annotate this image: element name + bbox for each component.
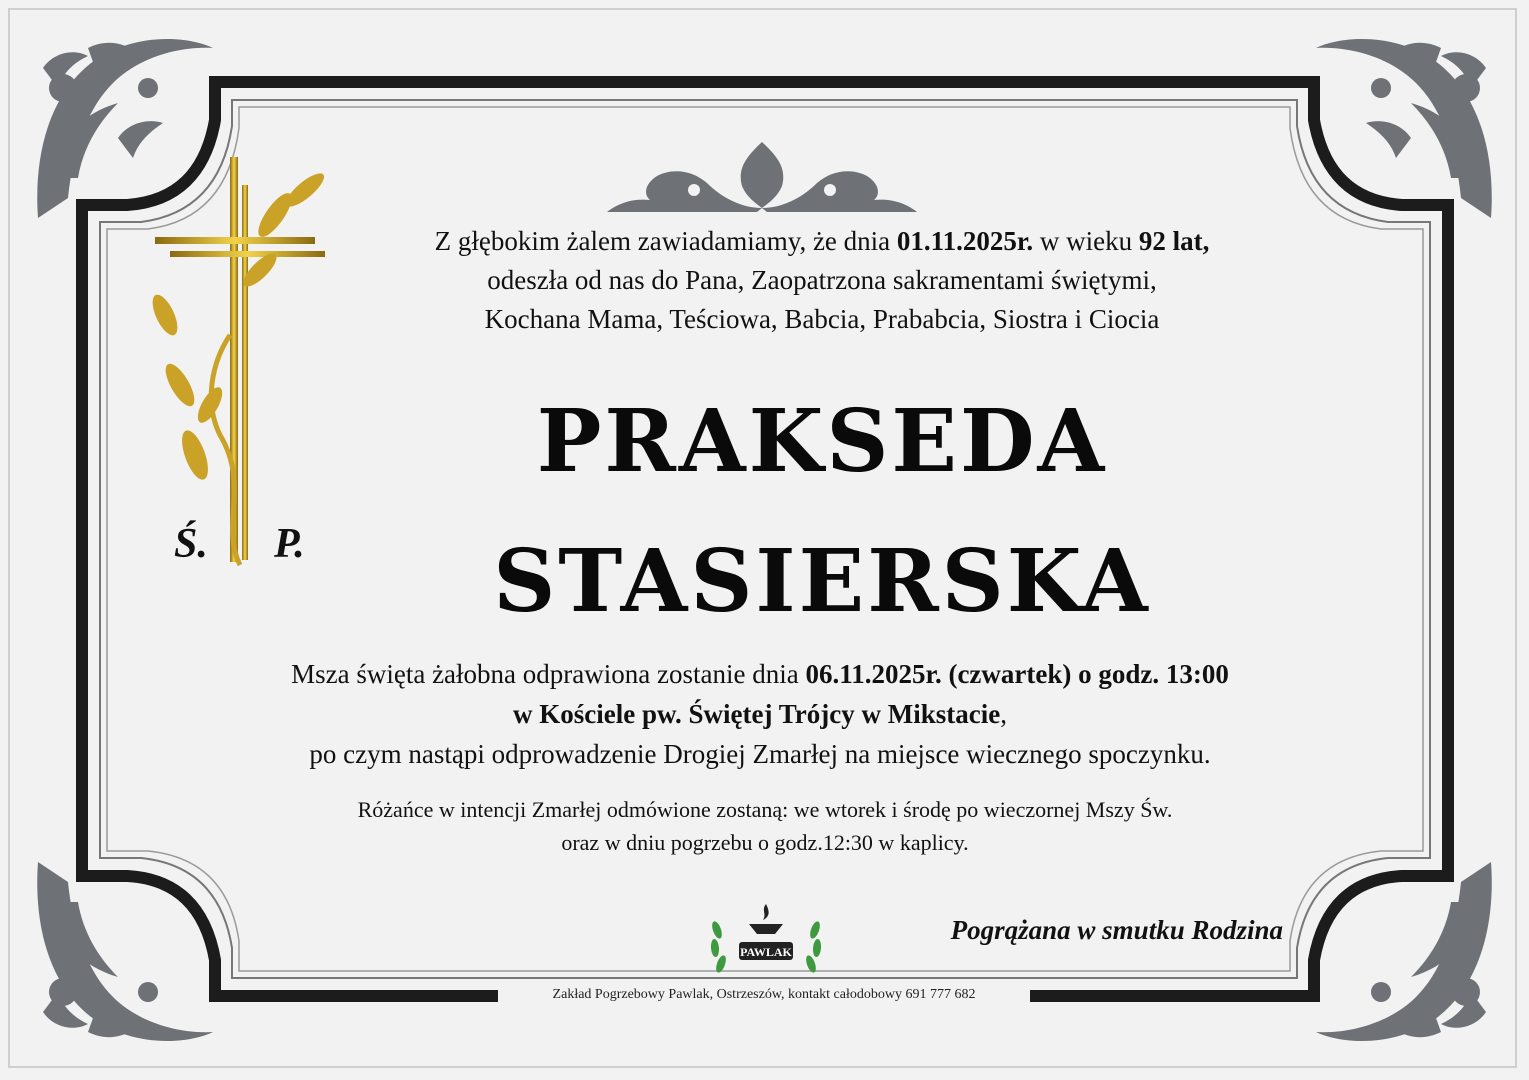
intro-line-2: odeszła od nas do Pana, Zaopatrzona sakramentami świętymi, bbox=[487, 265, 1157, 295]
comma: , bbox=[1000, 699, 1007, 729]
ornament-bottom-left-icon bbox=[28, 852, 218, 1052]
deceased-name bbox=[322, 372, 1322, 652]
last-name: STASIERSKA bbox=[493, 531, 1151, 632]
funeral-lamp-wreath-logo bbox=[705, 900, 827, 982]
intro-line-1 bbox=[322, 222, 1322, 261]
mass-paragraph bbox=[150, 654, 1370, 774]
rosary-paragraph bbox=[150, 793, 1380, 859]
mass-line-1 bbox=[150, 654, 1370, 694]
death-date: 01.11.2025r. bbox=[896, 226, 1034, 256]
intro-age-prefix: w wieku bbox=[1039, 226, 1139, 256]
signature: Pogrążana w smutku Rodzina bbox=[950, 915, 1283, 945]
gold-cross-icon bbox=[150, 155, 335, 570]
rosary-line-2: oraz w dniu pogrzebu o godz.12:30 w kaplicy. bbox=[561, 830, 969, 855]
sp-right: P. bbox=[274, 521, 305, 567]
ornament-bottom-right-icon bbox=[1311, 852, 1501, 1052]
sp-left: Ś. bbox=[174, 521, 208, 567]
logo-text: PAWLAK bbox=[740, 945, 792, 959]
ornament-top-center-icon bbox=[602, 138, 922, 216]
intro-line-3: Kochana Mama, Teściowa, Babcia, Prababcia, Siostra i Ciocia bbox=[484, 304, 1160, 334]
mass-datetime: 06.11.2025r. (czwartek) o godz. 13:00 bbox=[805, 659, 1229, 689]
age: 92 lat, bbox=[1138, 226, 1210, 256]
ornament-top-right-icon bbox=[1311, 28, 1501, 228]
intro-paragraph bbox=[322, 222, 1322, 339]
mass-text: Msza święta żałobna odprawiona zostanie dnia bbox=[291, 659, 806, 689]
first-name: PRAKSEDA bbox=[536, 391, 1108, 492]
footer-contact: Zakład Pogrzebowy Pawlak, Ostrzeszów, kontakt całodobowy 691 777 682 bbox=[498, 984, 1030, 1006]
intro-text: Z głębokim żalem zawiadamiamy, że dnia bbox=[434, 226, 897, 256]
church-name: w Kościele pw. Świętej Trójcy w Mikstacie bbox=[513, 699, 1001, 729]
mass-line-3: po czym nastąpi odprowadzenie Drogiej Zmarłej na miejsce wiecznego spoczynku. bbox=[309, 739, 1211, 769]
mass-line-2 bbox=[150, 694, 1370, 734]
rosary-line-1: Różańce w intencji Zmarłej odmówione zostaną: we wtorek i środę po wieczornej Mszy Św. bbox=[357, 797, 1173, 822]
